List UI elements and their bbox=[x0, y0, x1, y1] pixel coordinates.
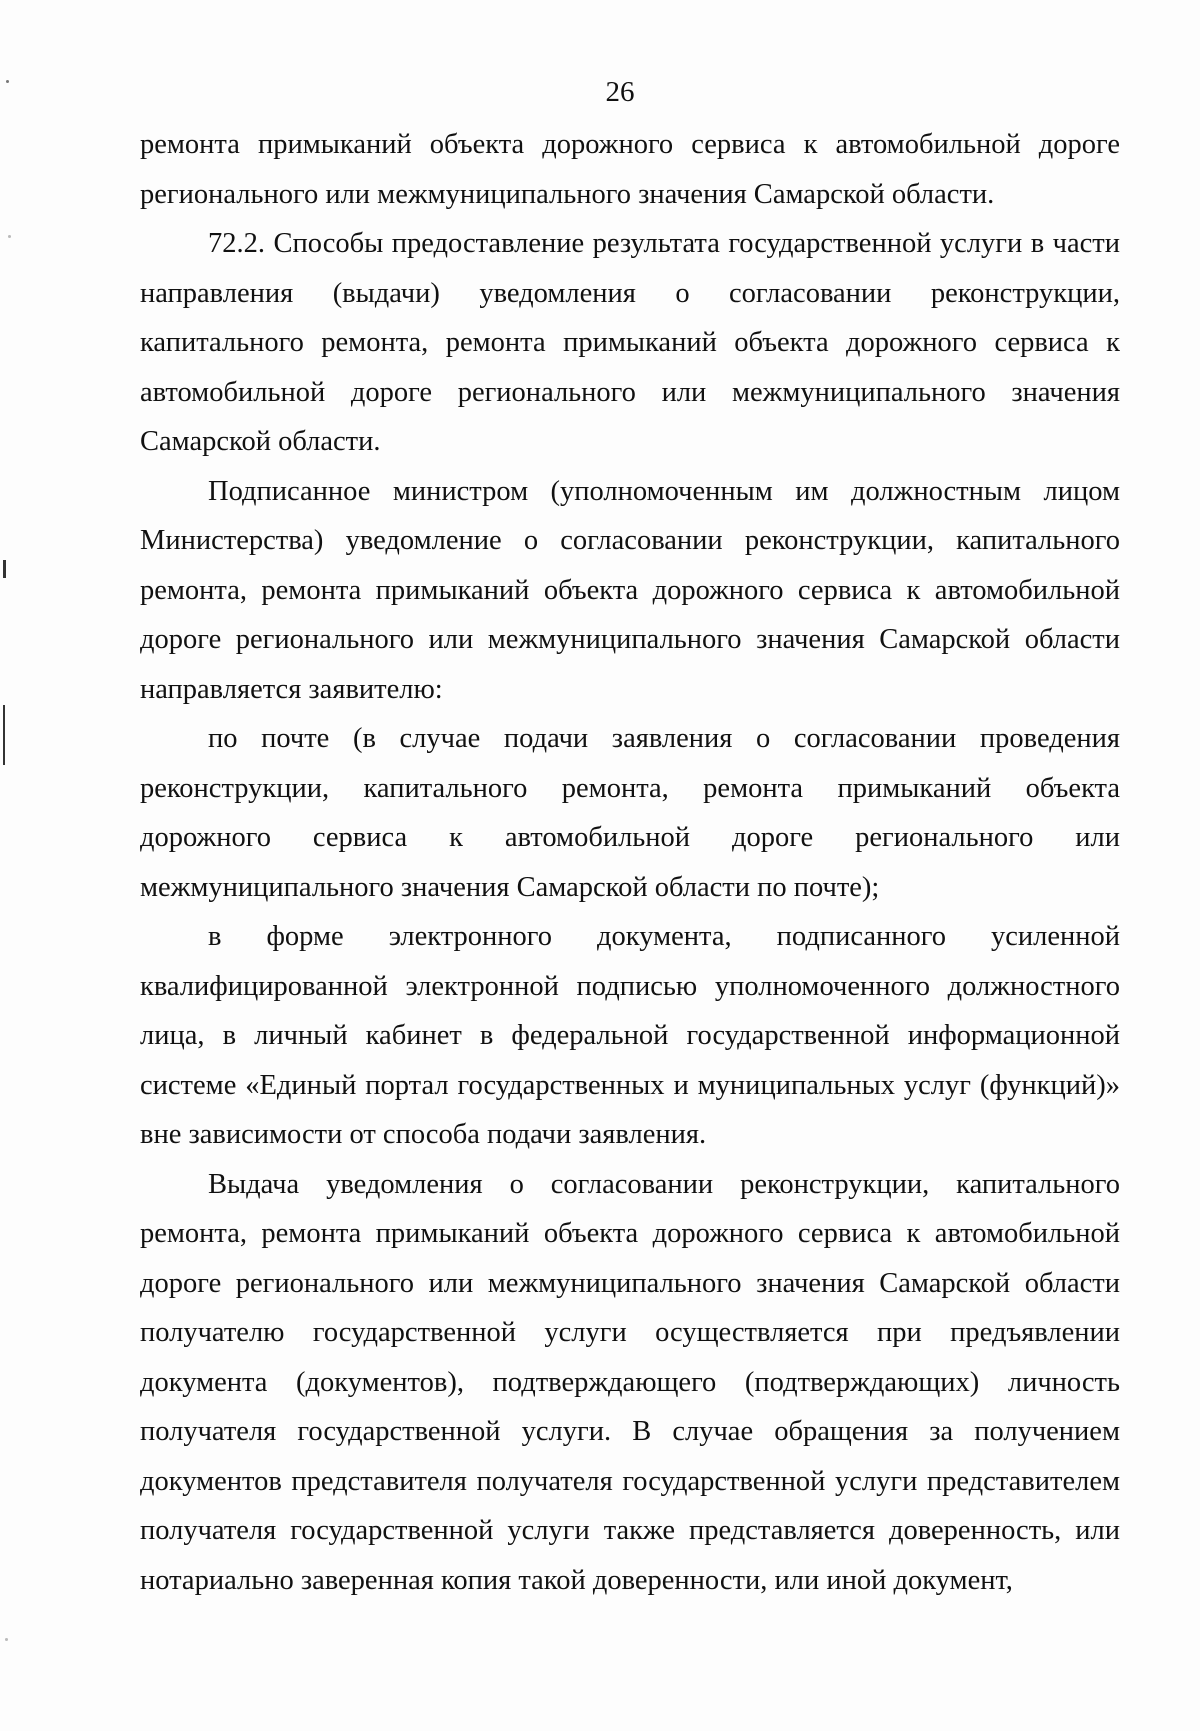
paragraph-notification-sent: Подписанное министром (уполномоченным им должностным лицом Министерства) уведомление о согласовании реконструкции, капитального ремонта, ремонта примыканий объекта дорожного сервиса к автомобильной дороге регионального или межмуниципального значения Самарской области направляется заявителю: bbox=[140, 475, 1120, 705]
paragraph-issuance: Выдача уведомления о согласовании реконструкции, капитального ремонта, ремонта примыканий объекта дорожного сервиса к автомобильной дороге регионального или межмуниципального значения Самарской области получателю государственной услуги осуществляется при предъявлении документа (документов), подтверждающего (подтверждающих) личность получателя государственной услуги. В случае обращения за получением документов представителя получателя государственной услуги представителем получателя государственной услуги также представляется доверенность, или нотариально заверенная копия такой доверенности, или иной документ, bbox=[140, 1168, 1120, 1596]
document-body bbox=[140, 120, 1120, 1605]
paragraph-72-2-heading: 72.2. Способы предоставление результата государственной услуги в части направления (выдачи) уведомления о согласовании реконструкции, капитального ремонта, ремонта примыканий объекта дорожного сервиса к автомобильной дороге регионального или межмуниципального значения Самарской области. bbox=[140, 228, 1120, 457]
scan-artifact-speck bbox=[6, 80, 9, 83]
paragraph-by-post: по почте (в случае подачи заявления о согласовании проведения реконструкции, капитального ремонта, ремонта примыканий объекта дорожного сервиса к автомобильной дороге регионального или межмуниципального значения Самарской области по почте); bbox=[140, 723, 1120, 903]
scan-artifact-speck bbox=[8, 235, 11, 238]
scan-artifact-mark bbox=[3, 705, 5, 765]
page-number: 26 bbox=[605, 76, 635, 108]
paragraph-electronic-form: в форме электронного документа, подписанного усиленной квалифицированной электронной подписью уполномоченного должностного лица, в личный кабинет в федеральной государственной информационной системе «Единый портал государственных и муниципальных услуг (функций)» вне зависимости от способа подачи заявления. bbox=[140, 921, 1120, 1150]
scan-artifact-speck bbox=[5, 1638, 8, 1641]
scan-artifact-mark bbox=[3, 560, 6, 578]
paragraph-continuation: ремонта примыканий объекта дорожного сервиса к автомобильной дороге регионального или межмуниципального значения Самарской области. bbox=[140, 129, 1120, 210]
